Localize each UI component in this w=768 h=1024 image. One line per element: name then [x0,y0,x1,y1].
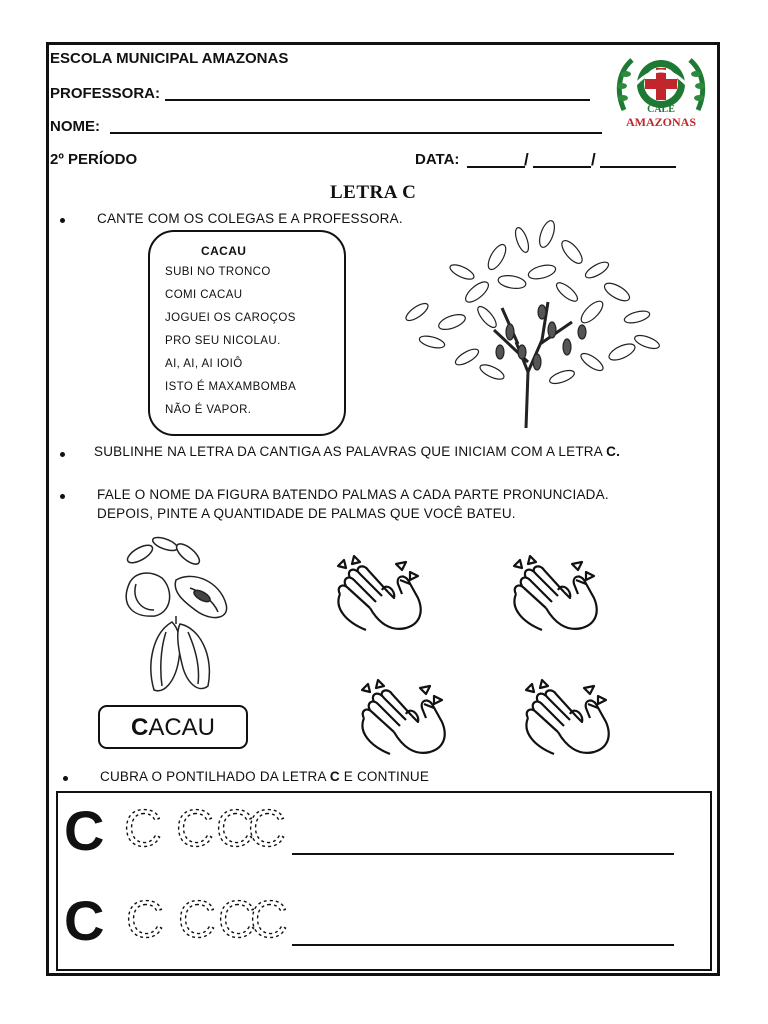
page-title: LETRA C [330,182,417,203]
dotted-letter: C [178,891,216,949]
poem-line: AI, AI, AI IOIÔ [165,358,243,370]
dotted-letter: C [250,891,288,949]
clapping-hands-icon[interactable] [514,676,616,762]
clapping-hands-icon[interactable] [350,676,452,762]
instruction-trace: CUBRA O PONTILHADO DA LETRA C E CONTINUE [100,769,430,784]
dotted-letter: C [218,891,256,949]
model-letter: C [64,799,105,862]
dotted-letter: C [248,800,286,858]
bullet [60,218,65,223]
teacher-field[interactable] [165,99,590,101]
cacao-tree-icon [392,212,674,430]
poem-line: SUBI NO TRONCO [165,266,271,278]
dotted-letter: C [126,891,164,949]
figure-word-box: CACAU [98,705,248,749]
model-letter: C [64,889,105,952]
dotted-letter: C [176,800,214,858]
date-label: DATA: [415,151,460,168]
poem-line: ISTO É MAXAMBOMBA [165,381,297,393]
date-day-field[interactable] [467,166,525,168]
instruction-clap-line2: DEPOIS, PINTE A QUANTIDADE DE PALMAS QUE VOCÊ BATEU. [97,506,516,521]
writing-line[interactable] [292,853,674,855]
date-slash: / [591,150,596,169]
poem-line: JOGUEI OS CAROÇOS [165,312,296,324]
name-label: NOME: [50,118,100,135]
logo-text-bottom: AMAZONAS [625,115,697,129]
dotted-letter: C [216,800,254,858]
clapping-hands-icon[interactable] [326,552,428,638]
poem-title: CACAU [201,244,247,258]
clapping-hands-icon[interactable] [502,552,604,638]
teacher-label: PROFESSORA: [50,85,161,102]
school-name: ESCOLA MUNICIPAL AMAZONAS [50,50,289,67]
date-month-field[interactable] [533,166,591,168]
school-logo [614,50,708,134]
poem-line: COMI CACAU [165,289,243,301]
instruction-sing: CANTE COM OS COLEGAS E A PROFESSORA. [97,211,403,226]
instruction-underline: SUBLINHE NA LETRA DA CANTIGA AS PALAVRAS QUE INICIAM COM A LETRA C. [94,444,621,459]
bullet [60,494,65,499]
dotted-letters[interactable] [124,803,295,851]
dotted-letter: C [124,800,162,858]
dotted-letters[interactable] [126,893,297,941]
period-label: 2º PERÍODO [50,151,138,168]
poem-line: NÃO É VAPOR. [165,404,252,416]
bullet [63,776,68,781]
instruction-clap-line1: FALE O NOME DA FIGURA BATENDO PALMAS A CADA PARTE PRONUNCIADA. [97,487,609,502]
logo-text-top: CALE [647,104,675,115]
name-field[interactable] [110,132,602,134]
date-slash: / [524,150,529,169]
bullet [60,452,65,457]
writing-line[interactable] [292,944,674,946]
poem-line: PRO SEU NICOLAU. [165,335,281,347]
cacao-pods-icon [110,532,240,700]
date-year-field[interactable] [600,166,676,168]
